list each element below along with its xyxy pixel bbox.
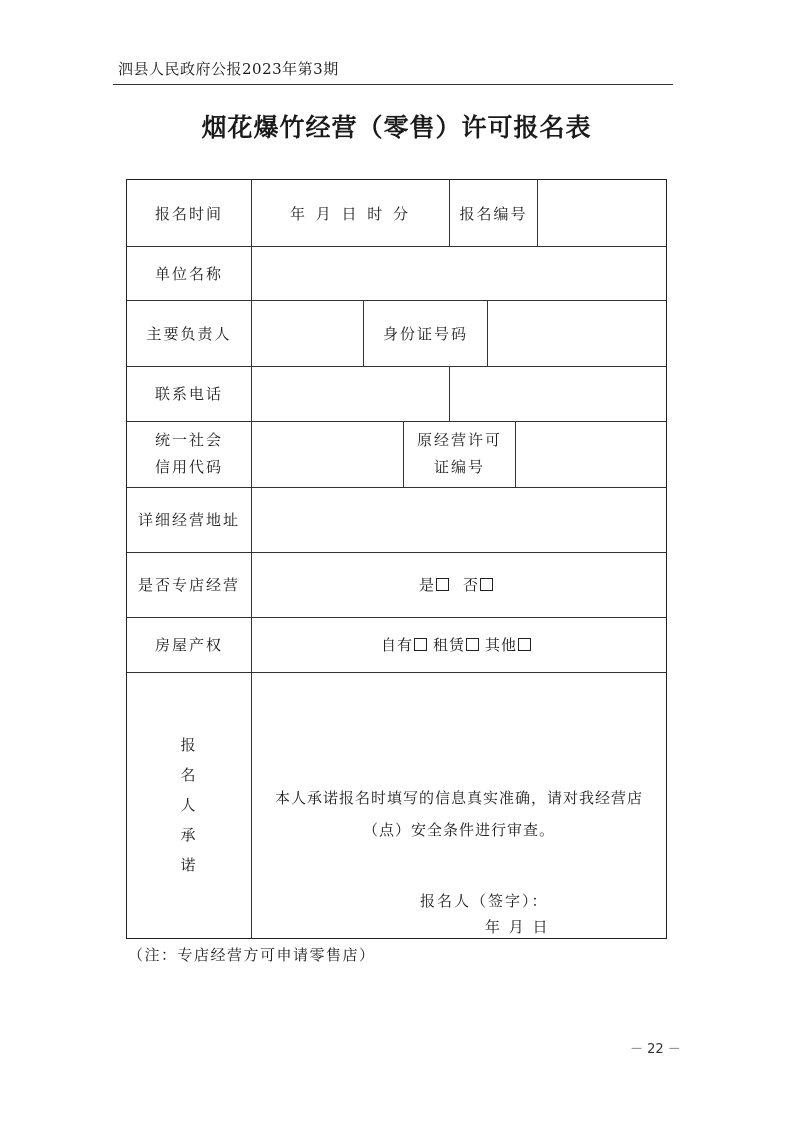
row-signup-time — [127, 180, 666, 247]
row-unit-name — [127, 246, 666, 301]
row-pledge — [127, 672, 666, 938]
row-credit-code — [127, 421, 666, 488]
phone-label: 联系电话 — [127, 366, 252, 421]
address-label: 详细经营地址 — [127, 487, 252, 552]
property-label: 房屋产权 — [127, 617, 252, 672]
property-options — [252, 617, 666, 672]
id-number-field[interactable] — [488, 300, 666, 366]
signup-time-label: 报名时间 — [127, 180, 252, 246]
principal-label: 主要负责人 — [127, 300, 252, 366]
id-number-label: 身份证号码 — [364, 300, 488, 366]
sign-date: 年 月 日 — [485, 918, 550, 936]
orig-license-label-line1: 原经营许可 — [416, 431, 502, 449]
own-checkbox[interactable] — [414, 638, 427, 651]
rent-checkbox[interactable] — [466, 638, 479, 651]
pledge-char: 人 — [180, 796, 198, 814]
orig-license-label — [404, 421, 516, 487]
specialty-options — [252, 552, 666, 617]
other-checkbox[interactable] — [518, 638, 531, 651]
registration-form-table — [126, 179, 667, 939]
credit-code-label — [127, 421, 252, 487]
pledge-char: 承 — [180, 826, 198, 844]
pledge-char: 诺 — [180, 856, 198, 874]
signer-label: 报名人（签字）： — [420, 892, 549, 910]
pledge-char: 名 — [180, 766, 198, 784]
credit-code-label-line1: 统一社会 — [154, 431, 223, 449]
pledge-statement — [252, 782, 666, 846]
row-address — [127, 487, 666, 553]
unit-name-field[interactable] — [252, 246, 666, 300]
own-option-label: 自有 — [380, 636, 413, 654]
phone-extra-field[interactable] — [450, 366, 666, 421]
row-principal — [127, 300, 666, 367]
credit-code-field[interactable] — [252, 421, 404, 487]
pledge-char: 报 — [180, 736, 198, 754]
phone-field[interactable] — [252, 366, 450, 421]
credit-code-label-line2: 信用代码 — [154, 458, 223, 476]
row-specialty — [127, 552, 666, 618]
pledge-line-2: （点）安全条件进行审查。 — [362, 821, 555, 839]
yes-option-label: 是 — [418, 576, 435, 594]
signup-no-field[interactable] — [538, 180, 666, 246]
principal-field[interactable] — [252, 300, 364, 366]
orig-license-field[interactable] — [516, 421, 666, 487]
bulletin-header: 泗县人民政府公报2023年第3期 — [118, 60, 339, 78]
row-property — [127, 617, 666, 673]
row-phone — [127, 366, 666, 422]
page-number: － 22 － — [630, 1042, 681, 1057]
signup-time-field[interactable]: 年 月 日 时 分 — [252, 180, 450, 246]
signup-no-label: 报名编号 — [450, 180, 538, 246]
no-option-label: 否 — [463, 576, 480, 594]
orig-license-label-line2: 证编号 — [433, 458, 485, 476]
specialty-label: 是否专店经营 — [127, 552, 252, 617]
no-checkbox[interactable] — [480, 578, 493, 591]
rent-option-label: 租赁 — [432, 636, 465, 654]
address-field[interactable] — [252, 487, 666, 552]
unit-name-label: 单位名称 — [127, 246, 252, 300]
page-title: 烟花爆竹经营（零售）许可报名表 — [201, 113, 592, 142]
pledge-label — [127, 672, 252, 938]
pledge-line-1: 本人承诺报名时填写的信息真实准确，请对我经营店 — [274, 789, 643, 807]
header-rule — [113, 84, 673, 85]
yes-checkbox[interactable] — [436, 578, 449, 591]
footnote: （注：专店经营方可申请零售店） — [128, 946, 376, 964]
pledge-content — [252, 672, 666, 938]
other-option-label: 其他 — [485, 636, 518, 654]
